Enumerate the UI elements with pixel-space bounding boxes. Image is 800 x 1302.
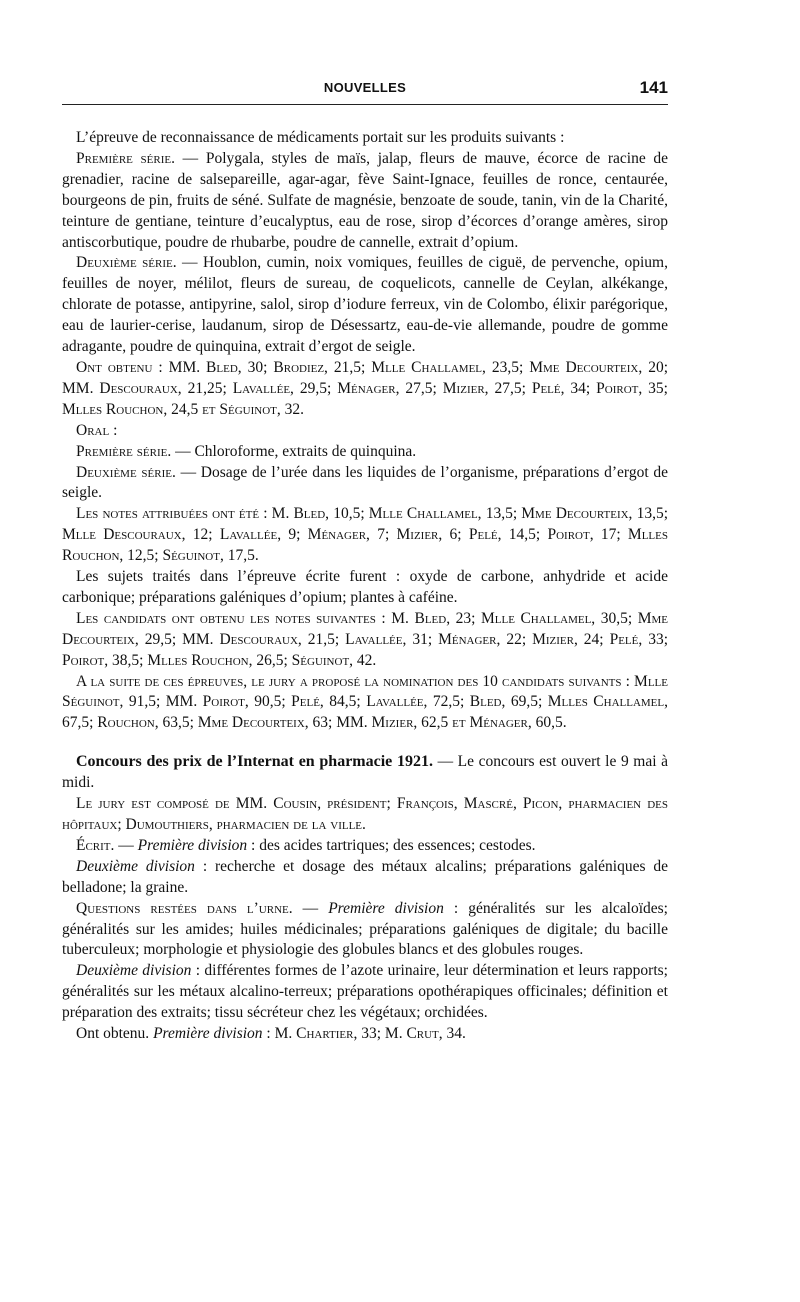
questions-dash: — bbox=[292, 899, 329, 917]
page-header bbox=[62, 80, 668, 105]
final-names: : M. Chartier, 33; M. Crut, 34. bbox=[262, 1025, 466, 1043]
paragraph-oral-notes: Les notes attribuées ont été : M. Bled, 10,5; Mlle Challamel, 13,5; Mme Decourteix, 13,5; Mlle Descouraux, 12; Lavallée, 9; Ménager, 7; Mizier, 6; Pelé, 14,5; Poirot, 17; Mlles Rouchon, 12,5; Séguinot, 17,5. bbox=[62, 505, 668, 565]
paragraph-questions-deuxieme bbox=[62, 961, 668, 1024]
series-text: — Houblon, cumin, noix vomiques, feuilles de ciguë, de pervenche, opium, feuilles de noyer, mélilot, fleurs de sureau, de coquelicots, cannelle de Ceylan, alkékange, chlorate de potasse, antipyrine, salol, sirop d’iodure ferreux, vin de Colombo, élixir parégorique, eau de laurier-cerise, laudanum, sirop de Désessartz, eau-de-vie allemande, poudre de gomme adragante, poudre de quinquina, extrait d’ergot de seigle. bbox=[62, 254, 668, 356]
paragraph-oral-premiere bbox=[62, 442, 668, 463]
division-text: : des acides tartriques; des essences; cestodes. bbox=[247, 836, 536, 854]
series-label: Première série. bbox=[76, 149, 175, 167]
series-text: — Polygala, styles de maïs, jalap, fleurs de mauve, écorce de racine de grenadier, racine de salsepareille, agar-agar, fève Saint-Ignace, feuilles de ronce, centaurée, bourgeons de pin, fruits de séné. Sulfate de magnésie, benzoate de soude, tanin, vin de la Charité, teinture de gentiane, teinture d’eucalyptus, eau de rose, sirop d’écorces d’orange amères, sirop antiscorbutique, poudre de rhubarbe, poudre de cannelle, extrait d’opium. bbox=[62, 149, 669, 251]
paragraph-questions bbox=[62, 899, 668, 962]
division-text: : recherche et dosage des métaux alcalins; préparations galéniques de belladone; la graine. bbox=[62, 857, 668, 896]
running-title: NOUVELLES bbox=[323, 80, 407, 95]
final-lead: Ont obtenu. bbox=[76, 1025, 154, 1043]
division-text: : différentes formes de l’azote urinaire, leur détermination et leurs rapports; généralités sur les métaux alcalino-terreux; préparations opothérapiques officinales; définition et préparation des extraits; tissu sécréteur chez les végétaux; orchidées. bbox=[62, 962, 668, 1022]
paragraph-deuxieme-serie bbox=[62, 253, 668, 358]
paragraph-premiere-serie bbox=[62, 149, 668, 254]
series-label: Première série. bbox=[76, 442, 172, 460]
series-text: — Dosage de l’urée dans les liquides de l’organisme, préparations d’ergot de seigle. bbox=[62, 463, 668, 502]
division-label: Première division bbox=[137, 836, 248, 854]
ecrit-dash: — bbox=[114, 836, 138, 854]
questions-label: Questions restées dans l’urne. bbox=[76, 899, 293, 917]
paragraph-candidate-notes: Les candidats ont obtenu les notes suivantes : M. Bled, 23; Mlle Challamel, 30,5; Mme Decourteix, 29,5; MM. Descouraux, 21,5; Lavallée, 31; Ménager, 22; Mizier, 24; Pelé, 33; Poirot, 38,5; Mlles Rouchon, 26,5; Séguinot, 42. bbox=[62, 609, 668, 669]
series-text: — Chloroforme, extraits de quinquina. bbox=[171, 442, 417, 460]
division-label: Première division bbox=[153, 1025, 263, 1043]
page-number: 141 bbox=[639, 78, 668, 97]
paragraph-results-written: Ont obtenu : MM. Bled, 30; Brodiez, 21,5; Mlle Challamel, 23,5; Mme Decourteix, 20; MM. Descouraux, 21,25; Lavallée, 29,5; Ménager, 27,5; Mizier, 27,5; Pelé, 34; Poirot, 35; Mlles Rouchon, 24,5 et Séguinot, 32. bbox=[62, 358, 668, 418]
division-label: Première division bbox=[328, 899, 444, 917]
paragraph-nomination: A la suite de ces épreuves, le jury a proposé la nomination des 10 candidats suivants : Mlle Séguinot, 91,5; MM. Poirot, 90,5; Pelé, 84,5; Lavallée, 72,5; Bled, 69,5; Mlles Challamel, 67,5; Rouchon, 63,5; Mme Decourteix, 63; MM. Mizier, 62,5 et Ménager, 60,5. bbox=[62, 672, 668, 732]
paragraph-concours-heading bbox=[62, 752, 668, 794]
division-label: Deuxième division bbox=[76, 962, 192, 980]
paragraph-jury: Le jury est composé de MM. Cousin, président; François, Mascré, Picon, pharmacien des hôpitaux; Dumouthiers, pharmacien de la ville. bbox=[62, 795, 668, 833]
paragraph-subjects: Les sujets traités dans l’épreuve écrite furent : oxyde de carbone, anhydride et acide carbonique; préparations galéniques d’opium; plantes à caféine. bbox=[62, 568, 668, 606]
section-heading-rest: — Le concours est ouvert le 9 mai à midi. bbox=[62, 753, 668, 792]
paragraph-ecrit-deuxieme bbox=[62, 857, 668, 899]
paragraph-ecrit bbox=[62, 836, 668, 857]
series-label: Deuxième série. bbox=[76, 463, 176, 481]
page-body bbox=[62, 128, 668, 1045]
section-heading: Concours des prix de l’Internat en pharmacie 1921. bbox=[76, 753, 433, 771]
paragraph-final-results bbox=[62, 1024, 668, 1045]
division-text: : généralités sur les alcaloïdes; généralités sur les amides; huiles médicinales; préparations galéniques de digitale; du bacille tuberculeux; morphologie et physiologie des globules blancs et des globules rouges. bbox=[62, 899, 668, 959]
division-label: Deuxième division bbox=[76, 857, 195, 875]
paragraph-oral-deuxieme bbox=[62, 463, 668, 505]
paragraph-oral-label: Oral : bbox=[76, 421, 118, 439]
paragraph-intro: L’épreuve de reconnaissance de médicaments portait sur les produits suivants : bbox=[76, 129, 565, 146]
ecrit-label: Écrit. bbox=[76, 836, 115, 854]
series-label: Deuxième série. bbox=[76, 254, 177, 272]
